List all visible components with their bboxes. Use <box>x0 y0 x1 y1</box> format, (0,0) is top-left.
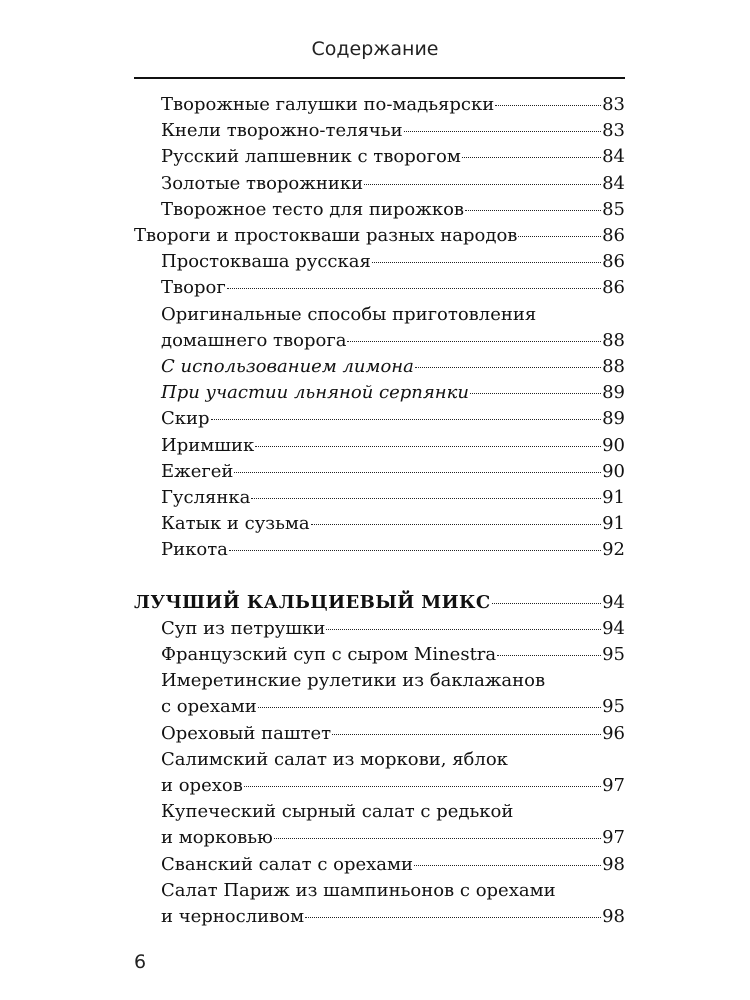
toc-entry[interactable] <box>134 616 625 642</box>
toc-entry-title: Ореховый паштет <box>161 722 332 744</box>
toc-entry-title: Творожное тесто для пирожков <box>161 198 465 220</box>
toc-entry-title: Кнели творожно-телячьи <box>161 120 403 142</box>
dot-leader <box>311 524 601 525</box>
toc-entry-page: 98 <box>602 906 625 928</box>
toc-entry-title-continuation: и морковью <box>161 827 273 849</box>
dot-leader <box>274 838 601 839</box>
toc-entry-title: Творог <box>161 277 226 299</box>
toc-entry[interactable] <box>134 197 625 223</box>
toc-entry-page: 84 <box>602 146 625 168</box>
dot-leader <box>415 367 601 368</box>
toc-entry-title: Купеческий сырный салат с редькой <box>161 801 514 823</box>
toc-entry-page: 84 <box>602 172 625 194</box>
toc-entry[interactable] <box>134 721 625 747</box>
toc-entry-title: Салат Париж из шампиньонов с орехами <box>161 879 556 901</box>
toc-entry-title-continuation: и орехов <box>161 775 243 797</box>
toc-entry-title: Гуслянка <box>161 487 251 509</box>
toc-entry-title-continuation: и черносливом <box>161 906 305 928</box>
toc-entry-title: Творожные галушки по-мадьярски <box>161 94 495 115</box>
toc-entry[interactable] <box>134 354 625 380</box>
toc-entry-page: 88 <box>602 329 625 351</box>
header-rule <box>134 77 625 79</box>
toc-entry-title: Ежегей <box>161 460 234 482</box>
dot-leader <box>234 472 601 473</box>
toc-entry-title: Суп из петрушки <box>161 617 326 639</box>
dot-leader <box>255 446 601 447</box>
toc-entry[interactable] <box>134 275 625 301</box>
toc-entry-title: Простокваша русская <box>161 251 371 273</box>
toc-entry-page: 89 <box>602 408 625 430</box>
dot-leader <box>347 341 601 342</box>
toc-entry-page: 98 <box>602 853 625 875</box>
toc-entry-page: 94 <box>602 591 625 613</box>
toc-entry-page: 95 <box>602 644 625 666</box>
dot-leader <box>326 629 601 630</box>
toc-entry-page: 94 <box>602 617 625 639</box>
toc-entry[interactable] <box>134 249 625 275</box>
dot-leader <box>372 262 601 263</box>
table-of-contents <box>134 92 625 930</box>
toc-entry-page: 97 <box>602 775 625 797</box>
toc-entry-title: Русский лапшевник с творогом <box>161 146 461 168</box>
toc-entry-page: 83 <box>602 94 625 115</box>
toc-entry-page: 86 <box>602 277 625 299</box>
toc-entry-title: Золотые творожники <box>161 172 364 194</box>
dot-leader <box>462 157 601 158</box>
toc-entry[interactable] <box>134 852 625 878</box>
toc-entry-page: 86 <box>602 225 625 247</box>
dot-leader <box>258 707 601 708</box>
toc-entry-page: 83 <box>602 120 625 142</box>
toc-entry-title: Имеретинские рулетики из баклажанов <box>161 670 546 692</box>
dot-leader <box>470 393 601 394</box>
toc-entry-first-line[interactable] <box>134 747 625 773</box>
toc-entry[interactable] <box>134 511 625 537</box>
dot-leader <box>518 236 601 237</box>
dot-leader <box>495 105 601 106</box>
toc-entry[interactable] <box>134 406 625 432</box>
dot-leader <box>211 419 602 420</box>
toc-entry-title: Твороги и простокваши разных народов <box>134 225 518 247</box>
toc-entry-page: 90 <box>602 434 625 456</box>
dot-leader <box>229 550 601 551</box>
dot-leader <box>305 917 601 918</box>
dot-leader <box>465 210 601 211</box>
toc-entry-page: 90 <box>602 460 625 482</box>
toc-chapter-entry[interactable] <box>134 590 625 616</box>
toc-entry-first-line[interactable] <box>134 668 625 694</box>
toc-entry-first-line[interactable] <box>134 302 625 328</box>
toc-entry-title: Иримшик <box>161 434 255 456</box>
toc-entry-page: 86 <box>602 251 625 273</box>
running-header: Содержание <box>311 38 439 60</box>
toc-entry-page: 91 <box>602 487 625 509</box>
toc-entry-title: Салимский салат из моркови, яблок <box>161 748 508 770</box>
dot-leader <box>414 865 601 866</box>
dot-leader <box>332 734 601 735</box>
toc-entry-title: Французский суп с сыром Minestra <box>161 644 497 666</box>
toc-entry[interactable] <box>134 904 625 930</box>
toc-entry[interactable] <box>134 642 625 668</box>
toc-entry-page: 88 <box>602 356 625 378</box>
toc-entry-page: 92 <box>602 539 625 561</box>
toc-entry-title: Оригинальные способы приготовления <box>161 303 537 325</box>
toc-section-entry[interactable] <box>134 223 625 249</box>
toc-entry[interactable] <box>134 171 625 197</box>
toc-entry-title-continuation: домашнего творога <box>161 329 347 351</box>
toc-entry-page: 97 <box>602 827 625 849</box>
page-number: 6 <box>134 951 147 973</box>
dot-leader <box>497 655 601 656</box>
toc-entry-page: 95 <box>602 696 625 718</box>
dot-leader <box>227 288 601 289</box>
toc-entry[interactable] <box>134 118 625 144</box>
toc-entry[interactable] <box>134 92 625 118</box>
toc-entry-title: Скир <box>161 408 210 430</box>
dot-leader <box>251 498 601 499</box>
dot-leader <box>244 786 601 787</box>
toc-entry-title: Катык и сузьма <box>161 513 310 535</box>
toc-entry-title: Сванский салат с орехами <box>161 853 414 875</box>
toc-entry[interactable] <box>134 694 625 720</box>
toc-entry-page: 91 <box>602 513 625 535</box>
dot-leader <box>364 184 601 185</box>
toc-entry-first-line[interactable] <box>134 878 625 904</box>
toc-entry[interactable] <box>134 773 625 799</box>
toc-entry[interactable] <box>134 485 625 511</box>
dot-leader <box>404 131 602 132</box>
toc-chapter-title: ЛУЧШИЙ КАЛЬЦИЕВЫЙ МИКС <box>134 591 491 613</box>
toc-entry[interactable] <box>134 433 625 459</box>
toc-entry-page: 85 <box>602 198 625 220</box>
toc-entry-title-continuation: с орехами <box>161 696 257 718</box>
toc-entry[interactable] <box>134 328 625 354</box>
toc-entry[interactable] <box>134 459 625 485</box>
toc-entry-title: Рикота <box>161 539 228 561</box>
toc-entry[interactable] <box>134 144 625 170</box>
toc-entry-page: 96 <box>602 722 625 744</box>
toc-entry[interactable] <box>134 825 625 851</box>
toc-entry-first-line[interactable] <box>134 799 625 825</box>
toc-entry-title: При участии льняной серпянки <box>161 382 469 404</box>
dot-leader <box>492 603 602 604</box>
toc-entry-title: С использованием лимона <box>161 356 414 378</box>
toc-entry-page: 89 <box>602 382 625 404</box>
toc-entry[interactable] <box>134 537 625 563</box>
toc-entry[interactable] <box>134 380 625 406</box>
